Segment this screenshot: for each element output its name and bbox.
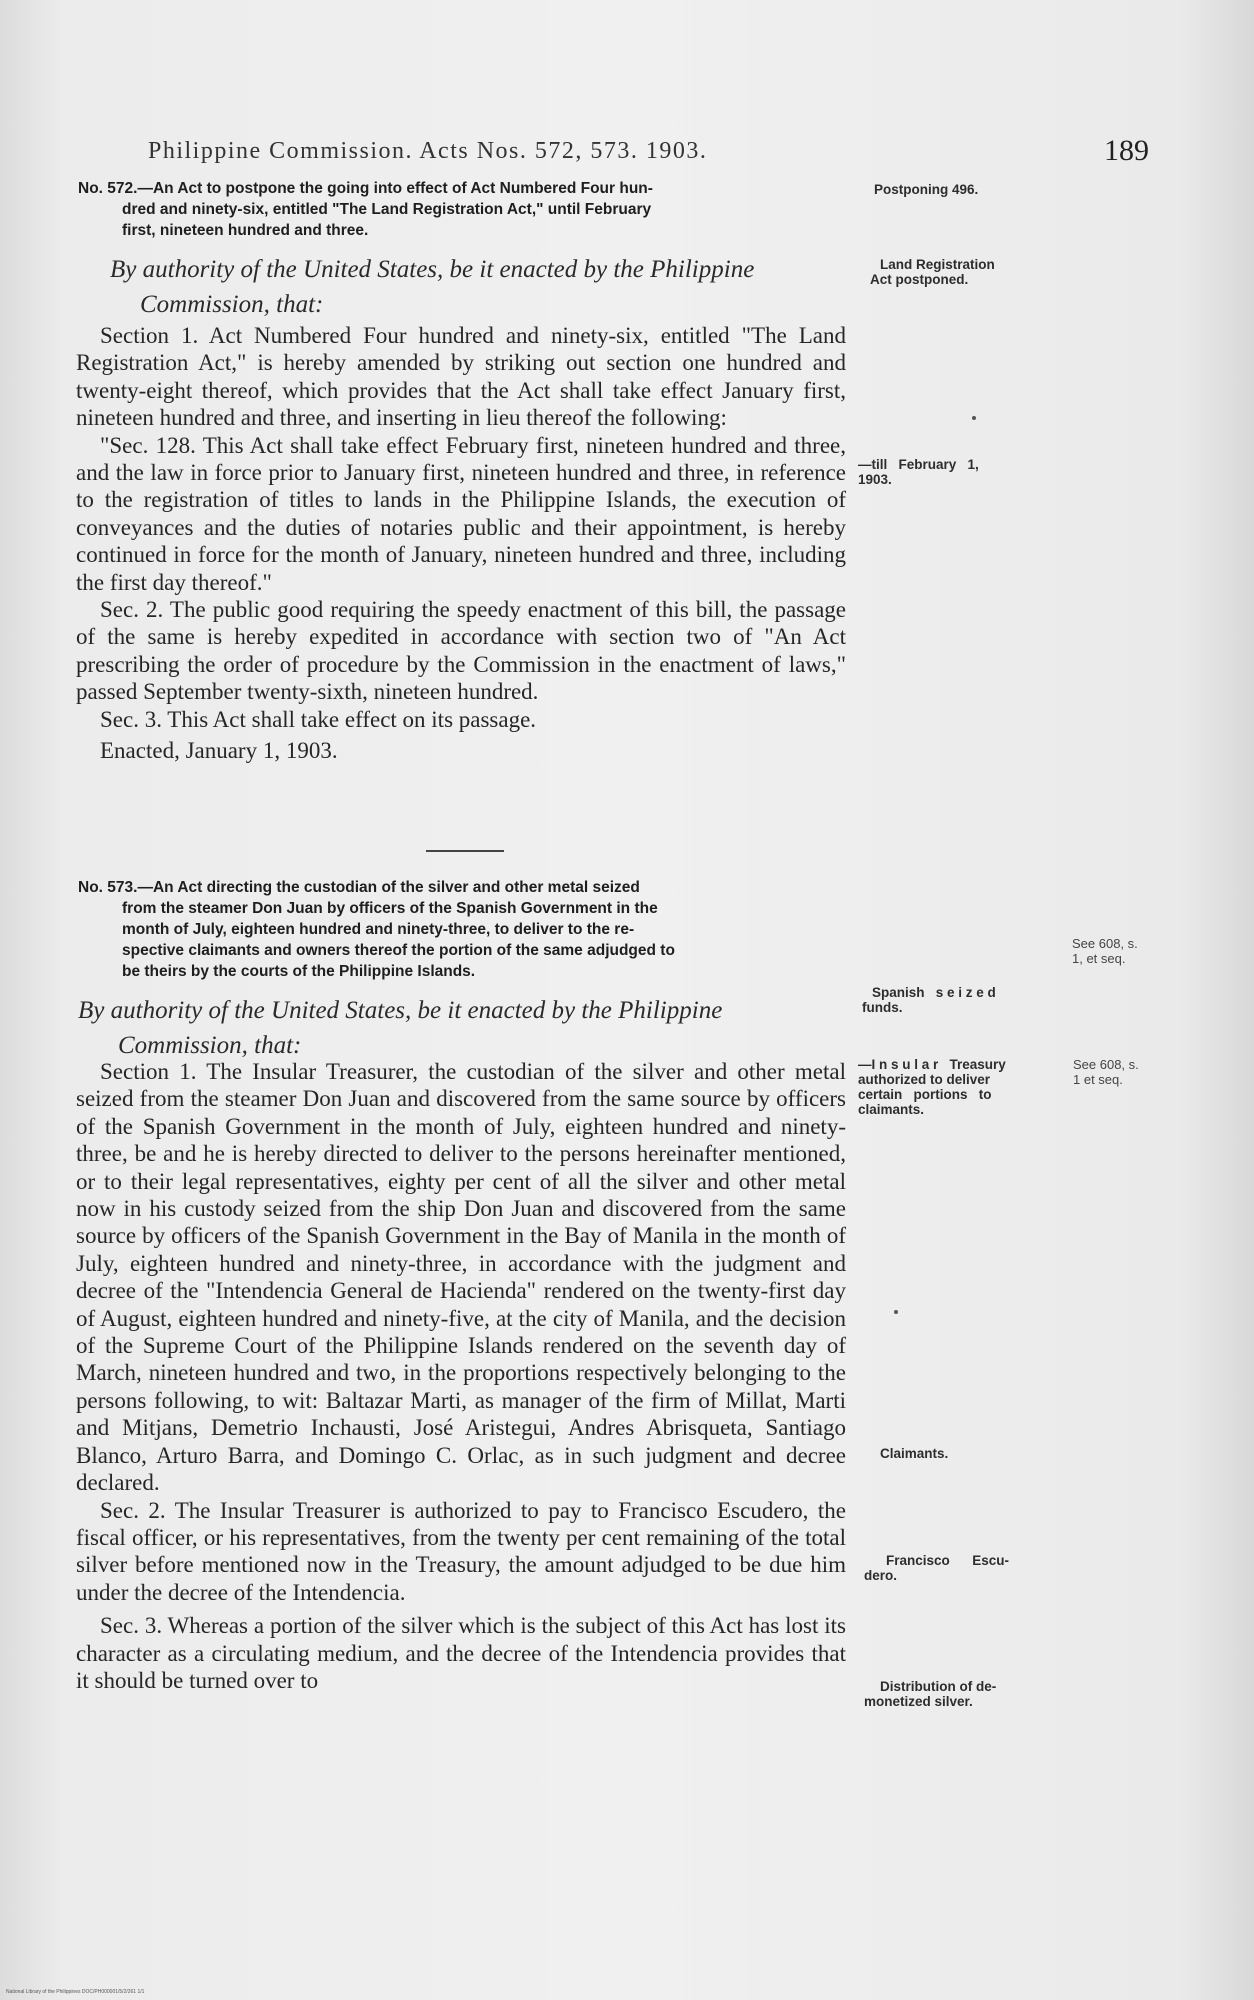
margin-note-till-february bbox=[858, 457, 979, 487]
margin-note-line: authorized to deliver bbox=[858, 1072, 991, 1087]
margin-note-line: —till February 1, bbox=[858, 457, 979, 472]
print-speck bbox=[972, 416, 976, 420]
act-572-title-line: dred and ninety-six, entitled "The Land Registration Act," until February bbox=[122, 201, 652, 218]
margin-note-postponing: Postponing 496. bbox=[874, 182, 979, 197]
running-head: Philippine Commission. Acts Nos. 572, 573. 1903. bbox=[148, 138, 708, 164]
act-573-section-2: Sec. 2. The Insular Treasurer is authorized to pay to Francisco Escudero, the fiscal officer, or his representatives, from the twenty per cent remaining of the total silver before mentioned now in the Treasury, the amount adjudged to be due him under the decree of the Intendencia. bbox=[76, 1497, 846, 1605]
margin-note-insular-treasury bbox=[858, 1057, 1006, 1117]
enacting-line: Commission, that: bbox=[118, 1032, 302, 1059]
print-speck bbox=[894, 1310, 898, 1314]
margin-note-line: 1, et seq. bbox=[1072, 951, 1126, 966]
act-573-title-line: month of July, eighteen hundred and ninety-three, to deliver to the re- bbox=[122, 921, 635, 938]
act-572-title-line: No. 572.—An Act to postpone the going into effect of Act Numbered Four hun- bbox=[78, 180, 653, 197]
act-572-body bbox=[76, 322, 846, 765]
act-573-title bbox=[78, 877, 858, 982]
act-573-title-line: from the steamer Don Juan by officers of the Spanish Government in the bbox=[122, 900, 658, 917]
margin-note-spanish-seized-funds bbox=[862, 985, 996, 1015]
act-572-section-2: Sec. 2. The public good requiring the speedy enactment of this bill, the passage of the same is hereby expedited in accordance with section two of "An Act prescribing the order of procedure by the Commission in the enactment of laws," passed September twenty-sixth, nineteen hundred. bbox=[76, 597, 846, 705]
act-573-title-line: spective claimants and owners thereof the portion of the same adjudged to bbox=[122, 942, 675, 959]
margin-note-line: claimants. bbox=[858, 1102, 925, 1117]
margin-note-line: monetized silver. bbox=[864, 1694, 973, 1709]
act-573-enacting-clause bbox=[78, 993, 828, 1063]
margin-note-line: Act postponed. bbox=[870, 272, 969, 287]
act-572-enacting-clause bbox=[110, 252, 860, 322]
margin-note-line: See 608, s. bbox=[1072, 936, 1138, 951]
margin-note-line: certain portions to bbox=[858, 1087, 992, 1102]
margin-note-line: Francisco Escu- bbox=[886, 1553, 1010, 1568]
act-572-section-1: Section 1. Act Numbered Four hundred and ninety-six, entitled "The Land Registration Act," is hereby amended by striking out section one hundred and twenty-eight thereof, which provides that the Act shall take effect January first, nineteen hundred and three, and inserting in lieu thereof the following: bbox=[76, 323, 846, 431]
act-572-section-128: "Sec. 128. This Act shall take effect February first, nineteen hundred and three, and the law in force prior to January first, nineteen hundred and three, in reference to the registration of titles to lands in the Philippine Islands, the execution of conveyances and the duties of notaries public and their appointment, is hereby continued in force for the month of January, nineteen hundred and three, including the first day thereof." bbox=[76, 432, 846, 595]
act-573-title-line: No. 573.—An Act directing the custodian of the silver and other metal seized bbox=[78, 879, 640, 896]
enacting-line: By authority of the United States, be it enacted by the Philippine bbox=[78, 997, 723, 1024]
enacting-line: Commission, that: bbox=[140, 291, 324, 318]
section-divider bbox=[426, 850, 504, 852]
act-573-body bbox=[76, 1058, 846, 1694]
margin-note-land-registration bbox=[870, 257, 995, 287]
margin-note-line: Distribution of de- bbox=[880, 1679, 997, 1694]
margin-note-distribution bbox=[864, 1679, 996, 1709]
margin-note-line: 1 et seq. bbox=[1073, 1072, 1123, 1087]
margin-note-see-608-b bbox=[1073, 1057, 1139, 1087]
scan-footer: National Library of the Philippines DOC/PH000001/5/2/261 1/1 bbox=[6, 1989, 145, 1995]
act-573-section-1: Section 1. The Insular Treasurer, the custodian of the silver and other metal seized from the steamer Don Juan and discovered from the same source by officers of the Spanish Government in the month of July, eighteen hundred and ninety-three, be and he is hereby directed to deliver to the persons hereinafter mentioned, or to their legal representatives, eighty per cent of all the silver and other metal now in his custody seized from the ship Don Juan and discovered from the same source by officers of the Spanish Government in the Bay of Manila in the month of July, eighteen hundred and ninety-three, in accordance with the judgment and decree of the "Intendencia General de Hacienda" rendered on the twenty-first day of August, eighteen hundred and ninety-five, at the city of Manila, and the decision of the Supreme Court of the Philippine Islands rendered on the seventh day of March, nineteen hundred and two, in the proportions respectively belonging to the persons following, to wit: Baltazar Marti, as manager of the firm of Millat, Marti and Mitjans, Demetrio Inchausti, José Aristegui, Andres Abrisqueta, Santiago Blanco, Arturo Barra, and Domingo C. Orlac, as in such judgment and decree declared. bbox=[76, 1059, 846, 1496]
page-number: 189 bbox=[1104, 134, 1149, 167]
margin-note-line: dero. bbox=[864, 1568, 898, 1583]
margin-note-line: —I n s u l a r Treasury bbox=[858, 1057, 1006, 1072]
margin-note-francisco-escudero bbox=[864, 1553, 1009, 1583]
margin-note-line: 1903. bbox=[858, 472, 892, 487]
act-573-title-line: be theirs by the courts of the Philippine Islands. bbox=[122, 963, 476, 980]
act-573-section-3: Sec. 3. Whereas a portion of the silver which is the subject of this Act has lost its character as a circulating medium, and the decree of the Intendencia provides that it should be turned over to bbox=[76, 1613, 846, 1693]
margin-note-line: funds. bbox=[862, 1000, 903, 1015]
margin-note-claimants: Claimants. bbox=[880, 1446, 949, 1461]
act-572-title-line: first, nineteen hundred and three. bbox=[122, 222, 369, 239]
act-572-title bbox=[78, 178, 858, 241]
margin-note-line: Spanish s e i z e d bbox=[872, 985, 996, 1000]
margin-note-line: Land Registration bbox=[880, 257, 995, 272]
margin-note-see-608-a bbox=[1072, 936, 1138, 966]
enacting-line: By authority of the United States, be it enacted by the Philippine bbox=[110, 256, 755, 283]
act-572-section-3: Sec. 3. This Act shall take effect on its passage. bbox=[100, 706, 537, 732]
act-572-enacted-date: Enacted, January 1, 1903. bbox=[100, 738, 338, 764]
margin-note-line: See 608, s. bbox=[1073, 1057, 1139, 1072]
